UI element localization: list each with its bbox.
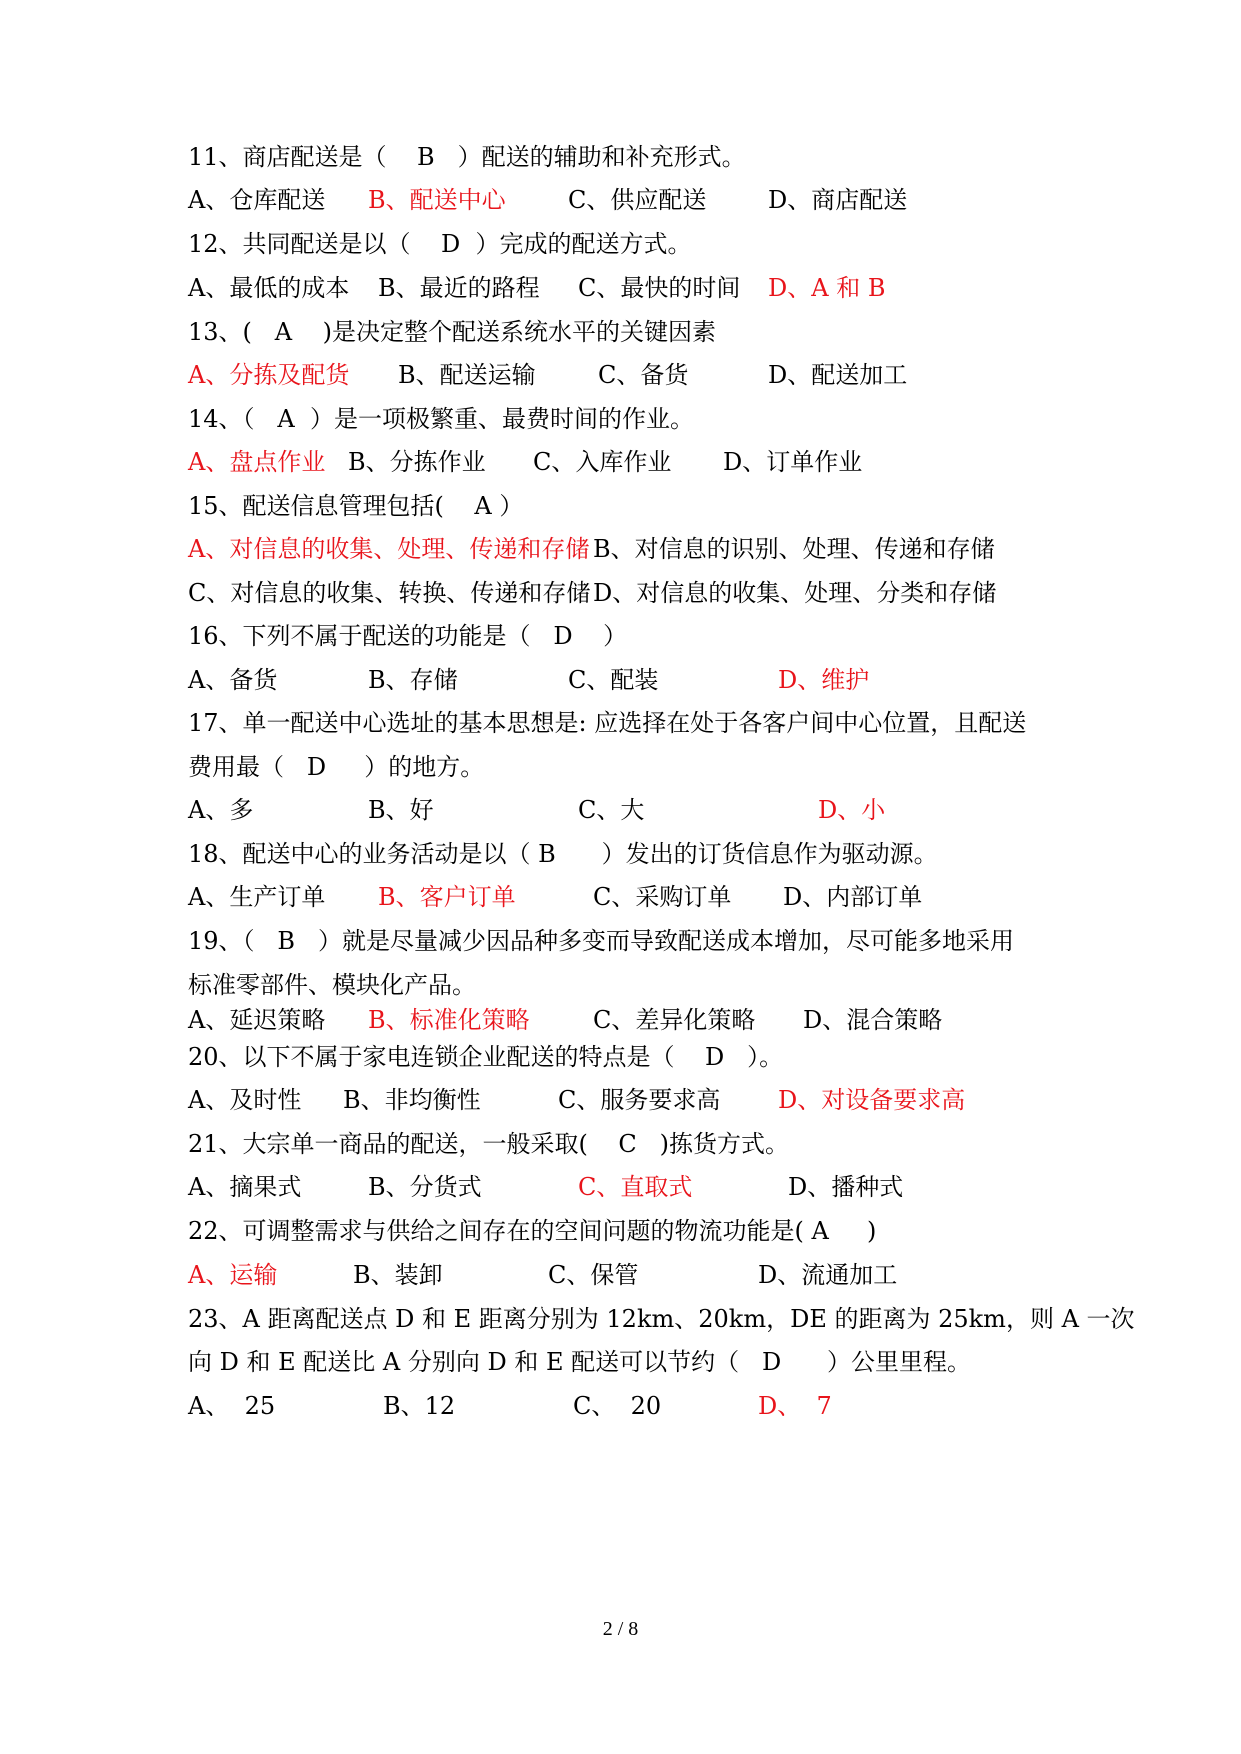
answer-option: C、服务要求高 [558, 1086, 721, 1114]
page-number: 2 / 8 [602, 1618, 639, 1640]
answer-option: C、最快的时间 [578, 274, 741, 302]
answer-option: D、播种式 [788, 1173, 904, 1201]
answer-option: C、差异化策略 [593, 1006, 756, 1034]
correct-answer-option: D、维护 [778, 666, 870, 694]
question-stem: 22、可调整需求与供给之间存在的空间问题的物流功能是( A ) [188, 1217, 877, 1245]
answer-option: A、多 [188, 796, 254, 824]
correct-answer-option: D、小 [818, 796, 886, 824]
answer-option: B、最近的路程 [378, 274, 540, 302]
question-stem: 19、（ B ）就是尽量减少因品种多变而导致配送成本增加，尽可能多地采用 [188, 927, 1014, 955]
answer-option: B、对信息的识别、处理、传递和存储 [593, 535, 995, 563]
answer-option: C、入库作业 [533, 448, 672, 476]
answer-option: A、 25 [188, 1392, 276, 1420]
question-stem: 标准零部件、模块化产品。 [188, 971, 476, 999]
answer-option: B、分货式 [368, 1173, 482, 1201]
question-stem: 20、以下不属于家电连锁企业配送的特点是（ D ）。 [188, 1043, 784, 1071]
answer-option: C、 20 [573, 1392, 662, 1420]
answer-option: C、配装 [568, 666, 659, 694]
correct-answer-option: D、对设备要求高 [778, 1086, 966, 1114]
question-stem: 23、A 距离配送点 D 和 E 距离分别为 12km、20km，DE 的距离为 25km，则 A 一次 [188, 1305, 1135, 1333]
correct-answer-option: A、对信息的收集、处理、传递和存储 [188, 535, 590, 563]
answer-option: C、大 [578, 796, 645, 824]
answer-option: D、订单作业 [723, 448, 863, 476]
answer-option: C、采购订单 [593, 883, 732, 911]
correct-answer-option: A、分拣及配货 [188, 361, 350, 389]
question-stem: 13、( A )是决定整个配送系统水平的关键因素 [188, 318, 716, 346]
answer-option: D、内部订单 [783, 883, 923, 911]
question-stem: 21、大宗单一商品的配送，一般采取( C )拣货方式。 [188, 1130, 790, 1158]
answer-option: D、对信息的收集、处理、分类和存储 [593, 579, 997, 607]
answer-option: C、备货 [598, 361, 689, 389]
answer-option: B、分拣作业 [348, 448, 486, 476]
answer-option: B、好 [368, 796, 434, 824]
answer-option: C、供应配送 [568, 186, 707, 214]
question-stem: 11、商店配送是（ B ）配送的辅助和补充形式。 [188, 143, 746, 171]
answer-option: B、非均衡性 [343, 1086, 481, 1114]
answer-option: A、及时性 [188, 1086, 302, 1114]
correct-answer-option: B、配送中心 [368, 186, 506, 214]
answer-option: A、生产订单 [188, 883, 326, 911]
answer-option: B、存储 [368, 666, 458, 694]
correct-answer-option: D、 7 [758, 1392, 832, 1420]
correct-answer-option: A、盘点作业 [188, 448, 326, 476]
answer-option: B、配送运输 [398, 361, 536, 389]
answer-option: D、混合策略 [803, 1006, 943, 1034]
question-stem: 费用最（ D ）的地方。 [188, 753, 485, 781]
answer-option: A、备货 [188, 666, 278, 694]
question-stem: 17、单一配送中心选址的基本思想是: 应选择在处于各客户间中心位置，且配送 [188, 709, 1027, 737]
answer-option: D、流通加工 [758, 1261, 898, 1289]
answer-option: A、延迟策略 [188, 1006, 326, 1034]
correct-answer-option: D、A 和 B [768, 274, 886, 302]
answer-option: B、12 [383, 1392, 456, 1420]
answer-option: B、装卸 [353, 1261, 443, 1289]
correct-answer-option: C、直取式 [578, 1173, 693, 1201]
answer-option: A、仓库配送 [188, 186, 326, 214]
correct-answer-option: A、运输 [188, 1261, 278, 1289]
question-stem: 12、共同配送是以（ D ）完成的配送方式。 [188, 230, 692, 258]
answer-option: D、配送加工 [768, 361, 908, 389]
question-stem: 15、配送信息管理包括( A ） [188, 492, 524, 520]
answer-option: C、保管 [548, 1261, 639, 1289]
question-stem: 18、配送中心的业务活动是以（ B ）发出的订货信息作为驱动源。 [188, 840, 938, 868]
correct-answer-option: B、标准化策略 [368, 1006, 530, 1034]
answer-option: A、摘果式 [188, 1173, 302, 1201]
answer-option: C、对信息的收集、转换、传递和存储 [188, 579, 591, 607]
question-stem: 14、（ A ）是一项极繁重、最费时间的作业。 [188, 405, 695, 433]
answer-option: A、最低的成本 [188, 274, 350, 302]
question-stem: 16、下列不属于配送的功能是（ D ） [188, 622, 628, 650]
correct-answer-option: B、客户订单 [378, 883, 516, 911]
answer-option: D、商店配送 [768, 186, 908, 214]
question-stem: 向 D 和 E 配送比 A 分别向 D 和 E 配送可以节约（ D ）公里里程。 [188, 1348, 972, 1376]
